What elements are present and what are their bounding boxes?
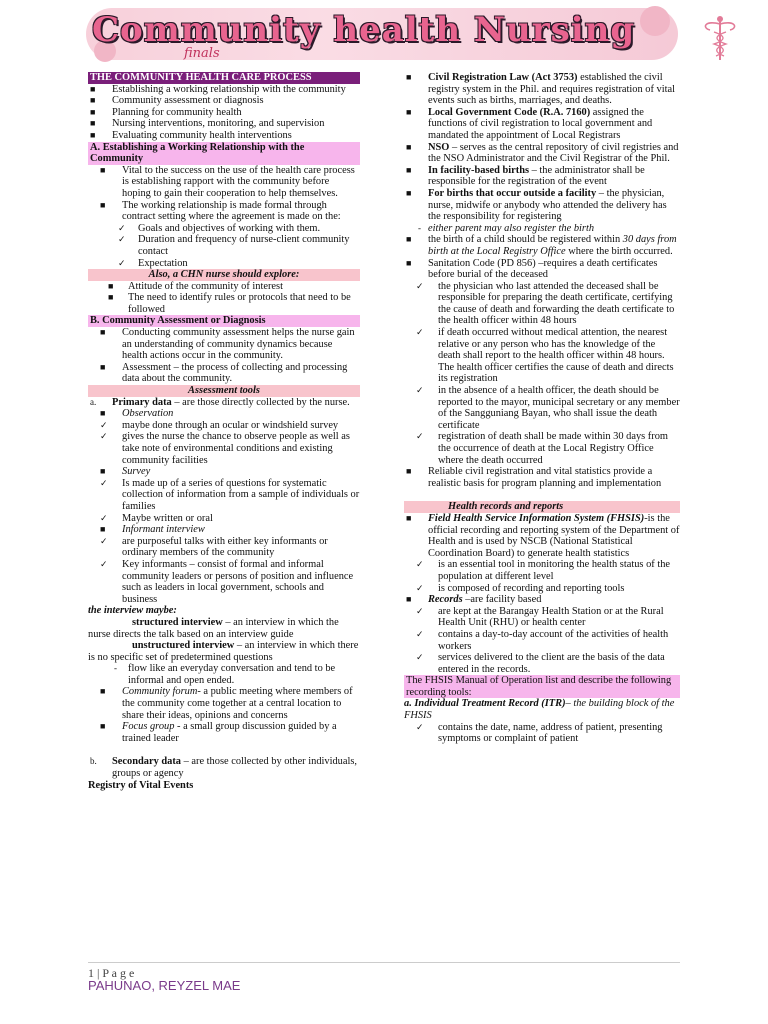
list-item: ■ Survey	[100, 466, 151, 478]
bullet-icon: ■	[90, 129, 96, 140]
checkmark-icon: ✓	[100, 558, 108, 569]
bullet-icon: ■	[406, 141, 412, 152]
check-item: ✓ if death occurred without medical attention, the nearest relative or any person who has the knowledge of the death shall report to the health officer within 48 hours. The health officer certifies the cause of death and directs its registration	[416, 327, 674, 385]
list-item: ■ Focus group - a small group discussion guided by a trained leader	[100, 721, 337, 744]
list-item: ■ Community forum- a public meeting where members of the community come together at a central location to share their ideas, opinions and concerns	[100, 686, 353, 721]
bullet-icon: ■	[90, 95, 96, 106]
list-item: ■ The working relationship is made formal through contract setting where the agreement is made on the:	[100, 199, 341, 223]
list-item: ■ Conducting community assessment helps the nurse gain an understanding of community dynamics because health actions occur in the community.	[100, 327, 355, 362]
check-item: ✓ Key informants – consist of formal and informal community leaders or persons of position and influence such as leaders in local government, schools and business	[100, 558, 354, 605]
bullet-icon: ■	[90, 118, 96, 129]
bullet-icon: ■	[406, 466, 412, 477]
bullet-icon: ■	[406, 512, 412, 523]
check-item: ✓ gives the nurse the chance to observe people as well as take note of environmental conditions and existing community facilities	[100, 431, 350, 466]
checkmark-icon: ✓	[416, 327, 424, 338]
checkmark-icon: ✓	[416, 721, 424, 732]
list-item: ■ Observation	[100, 408, 174, 420]
bullet-icon: ■	[108, 292, 114, 303]
page-header	[0, 0, 768, 70]
list-item: ■ Local Government Code (R.A. 7160) assigned the functions of civil registration to local government and mandated the appointment of Local Registrars	[406, 106, 653, 141]
document-subtitle: finals	[184, 46, 220, 61]
checkmark-icon: ✓	[416, 385, 424, 396]
check-item: ✓ Goals and objectives of working with them.	[118, 222, 321, 234]
check-item: ✓ Is made up of a series of questions for systematic collection of information from a sample of individuals or families	[100, 477, 360, 512]
checkmark-icon: ✓	[100, 535, 108, 546]
bullet-icon: ■	[100, 524, 106, 535]
author-name: PAHUNAO, REYZEL MAE	[88, 978, 241, 993]
check-item: ✓ services delivered to the client are the basis of the data entered in the records.	[416, 652, 665, 675]
caduceus-icon	[700, 14, 740, 62]
list-item: ■ Sanitation Code (PD 856) –requires a death certificates before burial of the deceased	[406, 257, 658, 281]
secondary-data-item: b. Secondary data – are those collected by other individuals, groups or agency	[90, 756, 358, 780]
check-item: ✓ registration of death shall be made within 30 days from the occurrence of death at the Local Registry Office where the death occurred	[416, 431, 668, 466]
assessment-tools-heading: Assessment tools	[88, 385, 360, 397]
checkmark-icon: ✓	[100, 512, 108, 523]
check-item: ✓ the physician who last attended the deceased shall be responsible for preparing the death certificate, certifying the cause of death and forwarding the death certificate to the health officer within 48 hours	[416, 280, 675, 327]
list-item: ■ the birth of a child should be registered within 30 days from birth at the Local Registry Office where the birth occurred.	[406, 234, 677, 257]
check-item: ✓ contains a day-to-day account of the activities of health workers	[416, 628, 669, 652]
bullet-icon: ■	[100, 466, 106, 477]
list-item: ■ Nursing interventions, monitoring, and supervision	[90, 118, 325, 130]
dash-item: - either parent may also register the birth	[418, 222, 595, 234]
check-item: ✓ in the absence of a health officer, the death should be reported to the mayor, municipal secretary or any member of the Sangguniang Bayan, who shall issue the death certificate	[416, 385, 680, 431]
checkmark-icon: ✓	[118, 234, 126, 245]
bullet-icon: ■	[406, 594, 412, 605]
check-item: ✓ Expectation	[118, 257, 188, 269]
check-item: ✓ are purposeful talks with either key informants or ordinary members of the community	[100, 535, 328, 559]
checkmark-icon: ✓	[118, 222, 126, 233]
explore-heading: Also, a CHN nurse should explore:	[88, 269, 360, 281]
primary-data-item: a. Primary data – are those directly collected by the nurse.	[90, 396, 350, 408]
right-column	[404, 72, 680, 745]
bullet-icon: ■	[406, 187, 412, 198]
list-item: ■ The need to identify rules or protocols that need to be followed	[108, 292, 351, 315]
list-item: ■ In facility-based births – the administrator shall be responsible for the registration of the event	[406, 164, 645, 188]
list-item: ■ Reliable civil registration and vital statistics provide a realistic basis for program planning and implementation	[406, 466, 662, 489]
checkmark-icon: ✓	[416, 582, 424, 593]
list-item: ■ For births that occur outside a facility – the physician, nurse, midwife or anybody who attended the delivery has the responsibility for registering	[406, 187, 667, 223]
list-item: ■ Records –are facility based	[406, 594, 542, 606]
dash-item: - flow like an everyday conversation and tend to be informal and open ended.	[114, 663, 336, 686]
bullet-icon: ■	[100, 721, 106, 732]
list-item: ■ Vital to the success on the use of the health care process is establishing rapport with the community before hoping to gain their cooperation to help themselves.	[100, 164, 355, 199]
interview-maybe-label: the interview maybe:	[88, 605, 177, 617]
registry-heading: Registry of Vital Events	[88, 779, 194, 791]
bullet-icon: ■	[406, 234, 412, 245]
list-item: ■ Civil Registration Law (Act 3753) established the civil registry system in the Phil. and requires registration of vital events such as births, marriages, and deaths.	[406, 72, 676, 107]
list-item: ■ Attitude of the community of interest	[108, 280, 283, 292]
bullet-icon: ■	[406, 257, 412, 268]
fhsis-manual-heading: The FHSIS Manual of Operation list and describe the following recording tools:	[404, 675, 680, 698]
page-number: 1 | P a g e	[88, 966, 135, 980]
unstructured-interview: unstructured interview – an interview in which there is no specific set of predetermined questions	[88, 640, 359, 663]
checkmark-icon: ✓	[416, 431, 424, 442]
structured-interview: structured interview – an interview in which the nurse directs the talk based on an interview guide	[88, 616, 339, 640]
check-item: ✓ are kept at the Barangay Health Station or at the Rural Health Unit (RHU) or health center	[416, 605, 664, 629]
check-item: ✓ is composed of recording and reporting tools	[416, 582, 625, 594]
check-item: ✓ Maybe written or oral	[100, 512, 213, 524]
list-item: ■ Planning for community health	[90, 106, 242, 118]
bullet-icon: ■	[100, 327, 106, 338]
section-heading-b: B. Community Assessment or Diagnosis	[88, 315, 360, 327]
bullet-icon: ■	[90, 106, 96, 117]
check-item: ✓ contains the date, name, address of patient, presenting symptoms or complaint of patient	[416, 721, 663, 745]
bullet-icon: ■	[406, 164, 412, 175]
bullet-icon: ■	[406, 72, 412, 82]
banner-ornament	[640, 6, 670, 36]
list-item: ■ Assessment – the process of collecting and processing data about the community.	[100, 361, 348, 385]
bullet-icon: ■	[100, 199, 106, 210]
check-item: ✓ is an essential tool in monitoring the health status of the population at different level	[416, 559, 671, 582]
health-records-heading: Health records and reports	[404, 501, 680, 513]
check-item: ✓ Duration and frequency of nurse-client community contact	[118, 234, 350, 257]
list-item: ■ Community assessment or diagnosis	[90, 95, 264, 107]
checkmark-icon: ✓	[100, 431, 108, 442]
checkmark-icon: ✓	[416, 280, 424, 291]
list-item: ■ NSO – serves as the central repository of civil registries and the NSO Administrator and the Civil Registrar of the Phil.	[406, 141, 679, 165]
itr-heading: a. Individual Treatment Record (ITR)– the building block of the FHSIS	[404, 698, 675, 722]
bullet-icon: ■	[100, 164, 106, 175]
checkmark-icon: ✓	[416, 652, 424, 663]
bullet-icon: ■	[100, 361, 106, 372]
bullet-icon: ■	[90, 83, 96, 94]
checkmark-icon: ✓	[416, 628, 424, 639]
list-item: ■ Informant interview	[100, 524, 205, 536]
checkmark-icon: ✓	[100, 477, 108, 488]
bullet-icon: ■	[406, 106, 412, 117]
checkmark-icon: ✓	[118, 257, 126, 268]
bullet-icon: ■	[100, 686, 106, 697]
bullet-icon: ■	[100, 408, 106, 419]
left-column	[88, 72, 360, 791]
section-heading: THE COMMUNITY HEALTH CARE PROCESS	[88, 72, 360, 84]
check-item: ✓ maybe done through an ocular or windshield survey	[100, 419, 339, 431]
list-item: ■ Field Health Service Information System (FHSIS)-is the official recording and reporting system of the Department of Health and is used by NSCB (National Statistical Coordination Board) to generate health statistics	[406, 512, 680, 559]
section-heading-a: A. Establishing a Working Relationship with the Community	[88, 142, 360, 165]
checkmark-icon: ✓	[100, 419, 108, 430]
checkmark-icon: ✓	[416, 559, 424, 570]
document-title: Community health Nursing	[92, 10, 636, 50]
list-item: ■ Evaluating community health interventions	[90, 129, 292, 141]
list-item: ■ Establishing a working relationship with the community	[90, 83, 346, 95]
footer-divider	[88, 962, 680, 963]
checkmark-icon: ✓	[416, 605, 424, 616]
bullet-icon: ■	[108, 280, 114, 291]
